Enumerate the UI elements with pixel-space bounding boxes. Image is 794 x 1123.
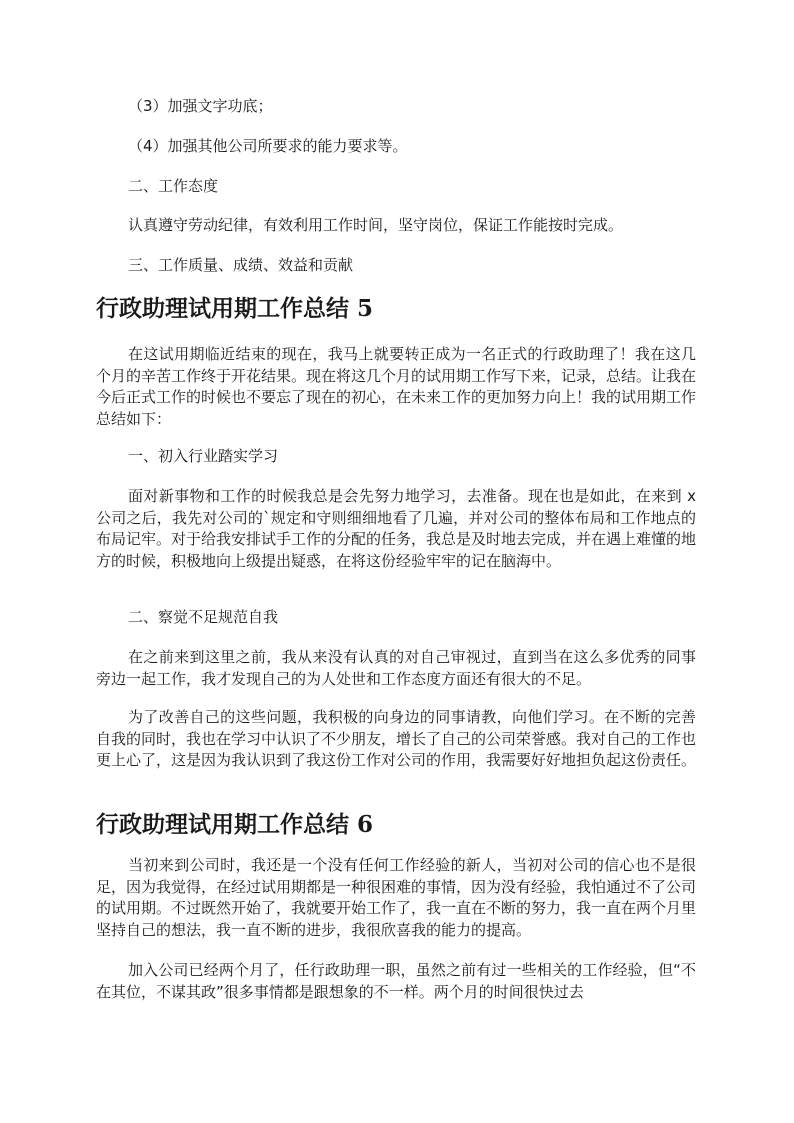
paragraph-text: 为了改善自己的这些问题，我积极的向身边的同事请教，向他们学习。在不断的完善自我的同时，我也在学习中认识了不少朋友，增长了自己的公司荣誉感。我对自己的工作也更上心了，这是因为我认识到了我这份工作对公司的作用，我需要好好地担负起这份责任。 (96, 708, 697, 770)
paragraph-text: 加入公司已经两个月了，任行政助理一职，虽然之前有过一些相关的工作经验，但“不在其位，不谋其政”很多事情都是跟想象的不一样。两个月的时间很快过去 (96, 961, 696, 1001)
paragraph-text: 当初来到公司时，我还是一个没有任何工作经验的新人，当初对公司的信心也不是很足，因为我觉得，在经过试用期都是一种很困难的事情，因为没有经验，我怕通过不了公司的试用期。不过既然开始了，我就要开始工作了，我一直在不断的努力，我一直在两个月里坚持自己的想法，我一直不断的进步，我很欣喜我的能力的提高。 (96, 856, 697, 939)
summary-5-heading-2: 二、察觉不足规范自我 (128, 608, 279, 626)
summary-6-paragraph-1 (96, 855, 696, 941)
section-heading-work-attitude: 二、工作态度 (128, 177, 219, 195)
section-heading-work-quality: 三、工作质量、成绩、效益和贡献 (128, 256, 354, 274)
list-item-3: （3）加强文字功底； (128, 97, 273, 115)
paragraph-text: 在之前来到这里之前，我从来没有认真的对自己审视过，直到当在这么多优秀的同事旁边一起工作，我才发现自己的为人处世和工作态度方面还有很大的不足。 (96, 648, 696, 688)
section-body-work-attitude: 认真遵守劳动纪律，有效利用工作时间，坚守岗位，保证工作能按时完成。 (128, 216, 624, 234)
list-item-4: （4）加强其他公司所要求的能力要求等。 (128, 137, 408, 155)
summary-5-paragraph-2 (96, 647, 696, 690)
summary-5-title: 行政助理试用期工作总结 5 (96, 295, 374, 322)
summary-6-paragraph-2 (96, 960, 696, 1003)
paragraph-text: 面对新事物和工作的时候我总是会先努力地学习，去准备。现在也是如此，在来到 x 公司之后，我先对公司的`规定和守则细细地看了几遍，并对公司的整体布局和工作地点的布局记牢。对于给我安排试手工作的分配的任务，我总是及时地去完成，并在遇上难懂的地方的时候，积极地向上级提出疑惑，在将这份经验牢牢的记在脑海中。 (96, 487, 697, 570)
summary-5-heading-1: 一、初入行业踏实学习 (128, 447, 279, 465)
summary-5-paragraph-1 (96, 486, 696, 572)
summary-5-intro (96, 344, 696, 430)
summary-6-title: 行政助理试用期工作总结 6 (96, 811, 374, 838)
summary-5-paragraph-3 (96, 707, 696, 772)
paragraph-text: 在这试用期临近结束的现在，我马上就要转正成为一名正式的行政助理了！我在这几个月的辛苦工作终于开花结果。现在将这几个月的试用期工作写下来，记录，总结。让我在今后正式工作的时候也不要忘了现在的初心，在未来工作的更加努力向上！我的试用期工作总结如下： (96, 345, 697, 428)
